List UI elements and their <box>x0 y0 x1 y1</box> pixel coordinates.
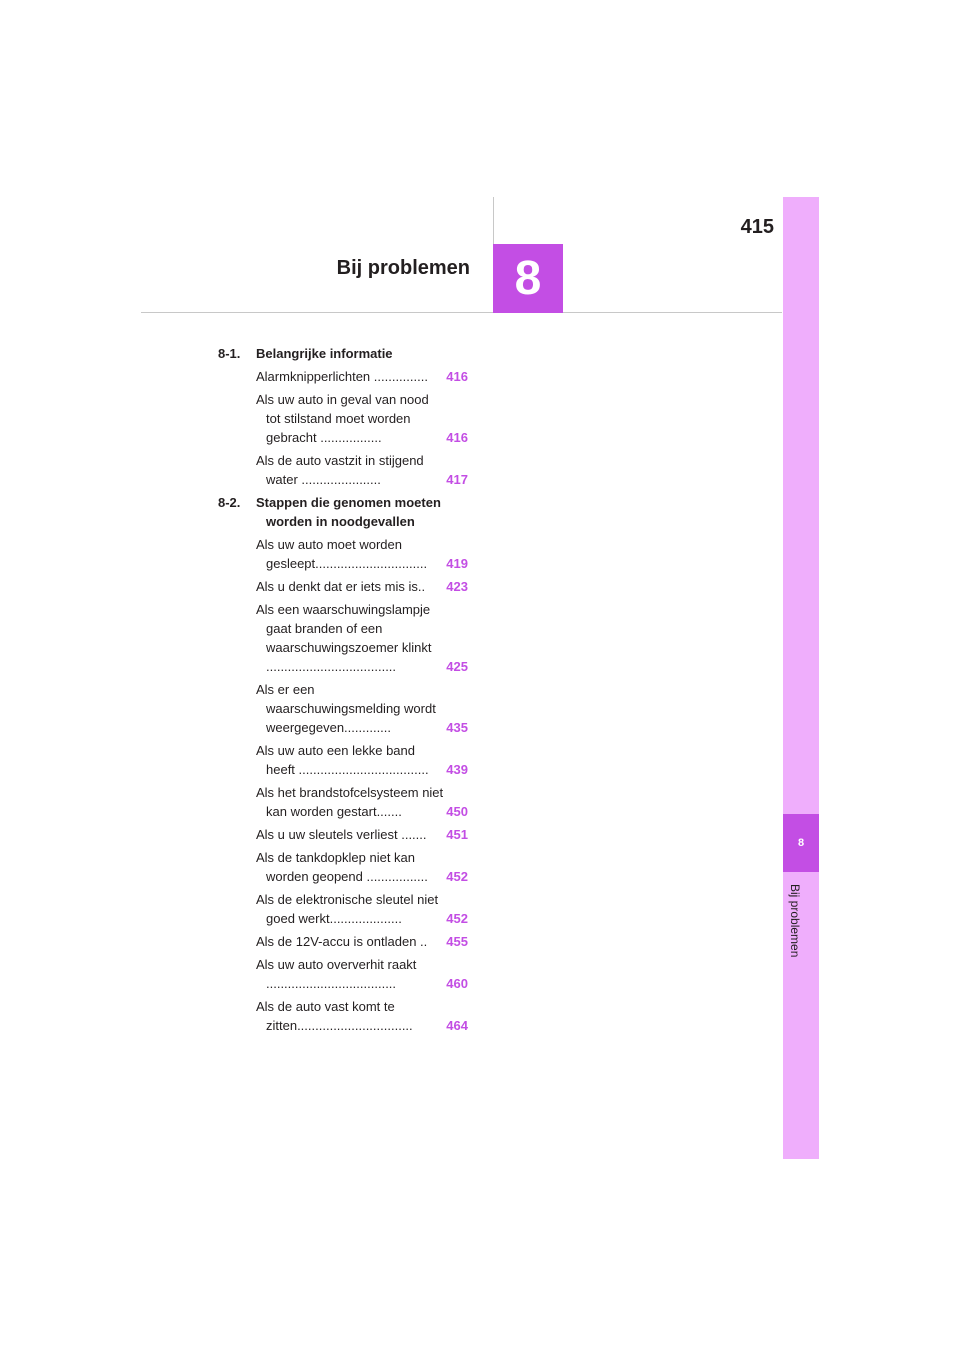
toc-entry-page-link[interactable]: 460 <box>446 976 468 991</box>
toc-entry-label: Als u denkt dat er iets mis is.. <box>256 579 426 594</box>
toc-entry-page-link[interactable]: 416 <box>446 430 468 445</box>
page-number: 415 <box>740 216 774 238</box>
toc-entry-label: Als uw auto in geval van nood tot stilstand moet worden gebracht ................. <box>256 392 429 445</box>
toc-entry-label: Als u uw sleutels verliest ....... <box>256 827 427 842</box>
toc-entry-label: Als een waarschuwingslampje gaat branden of een waarschuwingszoemer klinkt .................................... <box>256 602 432 674</box>
toc-entry[interactable] <box>256 997 468 1035</box>
toc-entry-label: Als de elektronische sleutel niet goed werkt.................... <box>256 892 439 926</box>
toc-entry-page-link[interactable]: 416 <box>446 369 468 384</box>
toc-entry[interactable] <box>256 680 468 737</box>
toc-entry[interactable] <box>256 825 468 844</box>
toc-entry-label: Als uw auto een lekke band heeft .................................... <box>256 743 429 777</box>
toc-entry-label: Alarmknipperlichten ............... <box>256 369 428 384</box>
toc-entry-label: Als de 12V-accu is ontladen .. <box>256 934 428 949</box>
toc-entry-label: Als uw auto moet worden gesleept............................... <box>256 537 428 571</box>
table-of-contents <box>218 344 468 1039</box>
toc-entry-label: Als uw auto oververhit raakt .................................... <box>256 957 417 991</box>
toc-entry[interactable] <box>256 600 468 676</box>
toc-entry-page-link[interactable]: 452 <box>446 869 468 884</box>
toc-section <box>218 344 468 489</box>
toc-entry-page-link[interactable]: 455 <box>446 934 468 949</box>
toc-entry[interactable] <box>256 577 468 596</box>
toc-entry-label: Als de tankdopklep niet kan worden geopend ................. <box>256 850 428 884</box>
toc-entry-page-link[interactable]: 423 <box>446 579 468 594</box>
toc-entry-page-link[interactable]: 435 <box>446 720 468 735</box>
side-tab <box>783 197 819 1159</box>
section-title: Belangrijke informatie <box>256 346 393 361</box>
section-heading <box>218 493 468 531</box>
section-number: 8-1. <box>218 346 241 361</box>
side-tab-number: 8 <box>783 814 819 872</box>
section-number: 8-2. <box>218 495 241 510</box>
toc-entry-label: Als de auto vastzit in stijgend water ...................... <box>256 453 424 487</box>
divider-vertical <box>493 197 494 244</box>
toc-entry-page-link[interactable]: 425 <box>446 659 468 674</box>
toc-entry-page-link[interactable]: 464 <box>446 1018 468 1033</box>
section-heading <box>218 344 468 363</box>
toc-entry[interactable] <box>256 390 468 447</box>
toc-section <box>218 493 468 1035</box>
toc-entry[interactable] <box>256 890 468 928</box>
toc-entry-label: Als het brandstofcelsysteem niet kan worden gestart....... <box>256 785 444 819</box>
toc-entry[interactable] <box>256 367 468 386</box>
toc-entry-page-link[interactable]: 439 <box>446 762 468 777</box>
toc-entry[interactable] <box>256 451 468 489</box>
toc-entry-page-link[interactable]: 452 <box>446 911 468 926</box>
toc-entry[interactable] <box>256 535 468 573</box>
toc-entry-page-link[interactable]: 417 <box>446 472 468 487</box>
toc-entry-page-link[interactable]: 451 <box>446 827 468 842</box>
toc-entry[interactable] <box>256 848 468 886</box>
divider-horizontal <box>141 312 782 313</box>
chapter-title: Bij problemen <box>336 257 470 279</box>
chapter-number: 8 <box>493 244 563 313</box>
toc-entry-page-link[interactable]: 419 <box>446 556 468 571</box>
toc-entry-label: Als er een waarschuwingsmelding wordt weergegeven............. <box>256 682 436 735</box>
toc-entry[interactable] <box>256 741 468 779</box>
toc-entry[interactable] <box>256 783 468 821</box>
toc-entry[interactable] <box>256 955 468 993</box>
toc-entry[interactable] <box>256 932 468 951</box>
toc-entry-label: Als de auto vast komt te zitten................................ <box>256 999 413 1033</box>
side-tab-label: Bij problemen <box>788 884 802 958</box>
section-title: Stappen die genomen moeten worden in noodgevallen <box>256 495 441 529</box>
toc-entry-page-link[interactable]: 450 <box>446 804 468 819</box>
